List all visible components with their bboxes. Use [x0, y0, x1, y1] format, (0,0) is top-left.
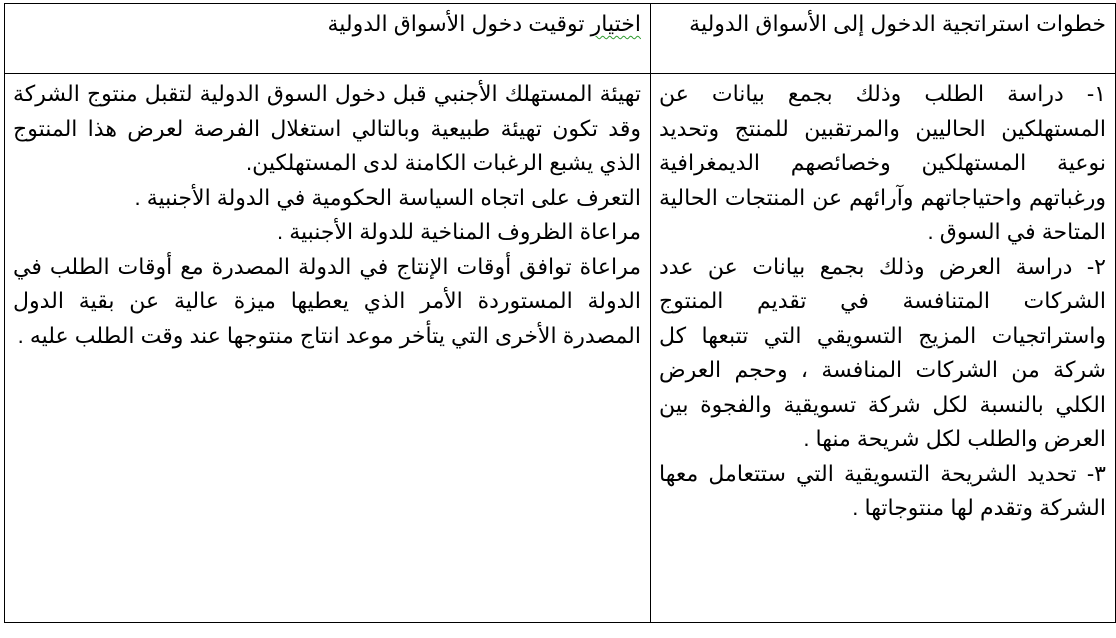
step-demand-study: ١- دراسة الطلب وذلك بجمع بيانات عن المستهلكين الحاليين والمرتقبين للمنتج وتحديد نوعية المستهلكين وخصائصهم الديمغرافية ورغباتهم واحتياجاتهم وآرائهم عن المنتجات الحالية المتاحة في السوق . [659, 81, 1106, 244]
header-cell-entry-timing [5, 4, 651, 74]
timing-production-demand-match: مراعاة توافق أوقات الإنتاج في الدولة المصدرة مع أوقات الطلب في الدولة المستوردة الأمر الذي يعطيها ميزة عالية عن بقية الدول المصدرة الأخرى التي يتأخر موعد انتاج منتوجها عند وقت الطلب عليه . [13, 253, 641, 348]
step-supply-study: ٢- دراسة العرض وذلك بجمع بيانات عن عدد الشركات المتنافسة في تقديم المنتوج واستراتجيات المزيج التسويقي التي تتبعها كل شركة من الشركات المنافسة ، وحجم العرض الكلي بالنسبة لكل شركة تسويقية والفجوة بين العرض والطلب لكل شريحة منها . [659, 253, 1106, 451]
header-cell-entry-steps [651, 4, 1116, 74]
document-table [4, 3, 1116, 623]
timing-consumer-preparation: تهيئة المستهلك الأجنبي قبل دخول السوق الدولية لتقبل منتوج الشركة وقد تكون تهيئة طبيعية وبالتالي استغلال الفرصة لعرض هذا المنتوج الذي يشبع الرغبات الكامنة لدى المستهلكين. [13, 81, 641, 175]
timing-government-policy: التعرف على اتجاه السياسة الحكومية في الدولة الأجنبية . [134, 184, 641, 210]
header-entry-steps-text: خطوات استراتجية الدخول إلى الأسواق الدولية [689, 11, 1106, 36]
timing-climate-conditions: مراعاة الظروف المناخية للدولة الأجنبية . [276, 219, 641, 244]
header-entry-timing-underlined-word: اختيار [590, 11, 641, 36]
entry-steps-cell [651, 74, 1116, 623]
content-row [5, 74, 1116, 623]
header-row [5, 4, 1116, 74]
entry-timing-cell [5, 74, 651, 623]
step-target-segment: ٣- تحديد الشريحة التسويقية التي ستتعامل معها الشركة وتقدم لها منتوجاتها . [659, 460, 1106, 520]
header-entry-timing-text: توقيت دخول الأسواق الدولية [327, 11, 591, 36]
